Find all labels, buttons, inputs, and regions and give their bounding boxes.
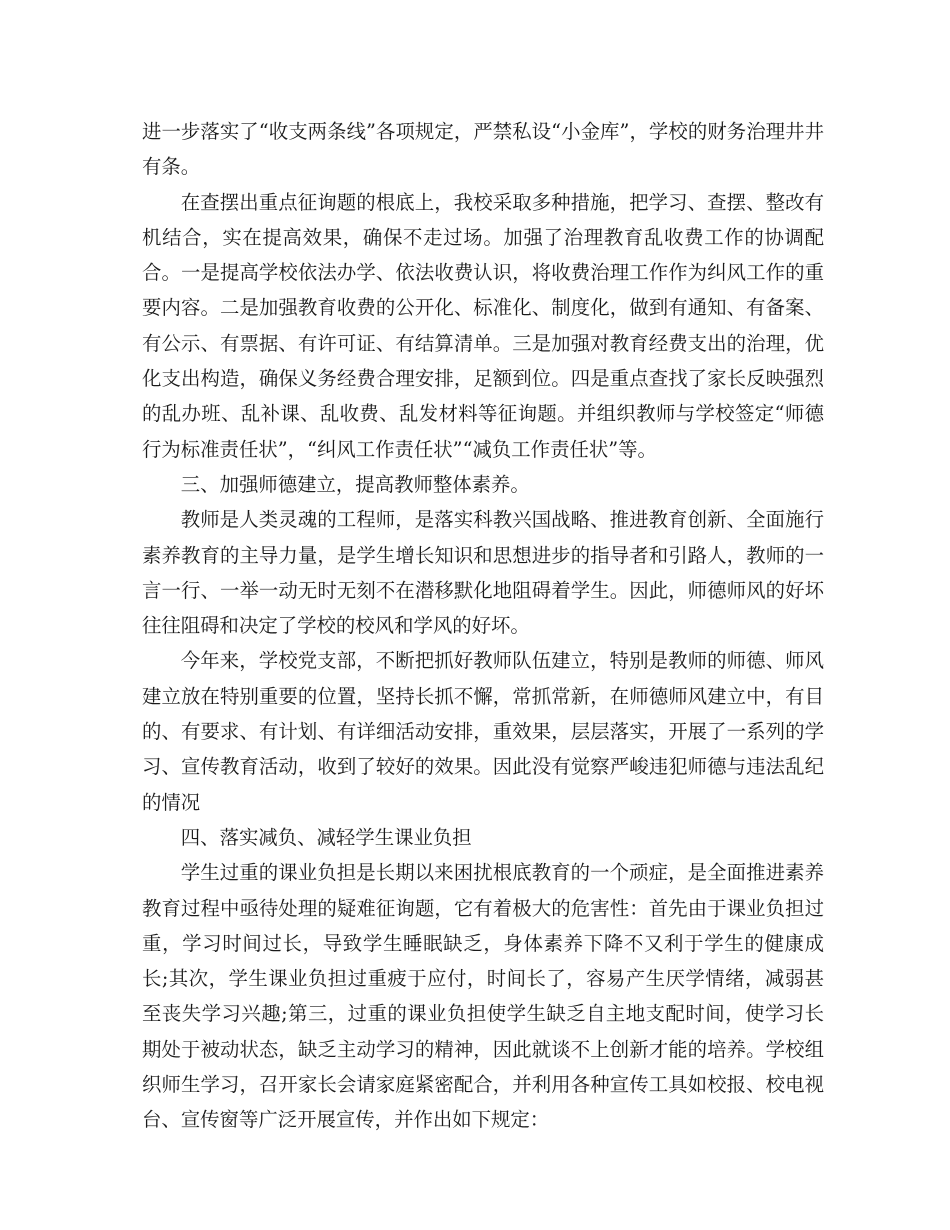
paragraph-financial-management: 进一步落实了“收支两条线”各项规定，严禁私设“小金库”，学校的财务治理井井有条。	[142, 120, 824, 179]
paragraph-student-burden: 学生过重的课业负担是长期以来困扰根底教育的一个顽症，是全面推进素养教育过程中亟待处理的疑难征询题，它有着极大的危害性：首先由于课业负担过重，学习时间过长，导致学生睡眠缺乏，身体素养下降不又利于学生的健康成长;其次，学生课业负担过重疲于应付，时间长了，容易产生厌学情绪，减弱甚至丧失学习兴趣;第三，过重的课业负担使学生缺乏自主地支配时间，使学习长期处于被动状态，缺乏主动学习的精神，因此就谈不上创新才能的培养。学校组织师生学习，召开家长会请家庭紧密配合，并利用各种宣传工具如校报、校电视台、宣传窗等广泛开展宣传，并作出如下规定：	[142, 861, 824, 1132]
document-page	[142, 114, 824, 1138]
paragraph-ethics-building: 今年来，学校党支部，不断把抓好教师队伍建立，特别是教师的师德、师风建立放在特别重要的位置，坚持长抓不懈，常抓常新，在师德师风建立中，有目的、有要求、有计划、有详细活动安排，重效果，层层落实，开展了一系列的学习、宣传教育活动，收到了较好的效果。因此没有觉察严峻违犯师德与违法乱纪的情况	[142, 649, 824, 814]
section-heading-teacher-ethics: 三、加强师德建立，提高教师整体素养。	[180, 472, 530, 496]
paragraph-fee-governance: 在查摆出重点征询题的根底上，我校采取多种措施，把学习、查摆、整改有机结合，实在提高效果，确保不走过场。加强了治理教育乱收费工作的协调配合。一是提高学校依法办学、依法收费认识，将收费治理工作作为纠风工作的重要内容。二是加强教育收费的公开化、标准化、制度化，做到有通知、有备案、有公示、有票据、有许可证、有结算清单。三是加强对教育经费支出的治理，优化支出构造，确保义务经费合理安排，足额到位。四是重点查找了家长反映强烈的乱办班、乱补课、乱收费、乱发材料等征询题。并组织教师与学校签定“师德行为标准责任状”，“纠风工作责任状”“减负工作责任状”等。	[142, 190, 824, 461]
paragraph-teacher-role: 教师是人类灵魂的工程师，是落实科教兴国战略、推进教育创新、全面施行素养教育的主导力量，是学生增长知识和思想进步的指导者和引路人，教师的一言一行、一举一动无时无刻不在潜移默化地阻碍着学生。因此，师德师风的好坏往往阻碍和决定了学校的校风和学风的好坏。	[142, 508, 824, 638]
section-heading-burden-reduction: 四、落实减负、减轻学生课业负担	[180, 825, 472, 849]
